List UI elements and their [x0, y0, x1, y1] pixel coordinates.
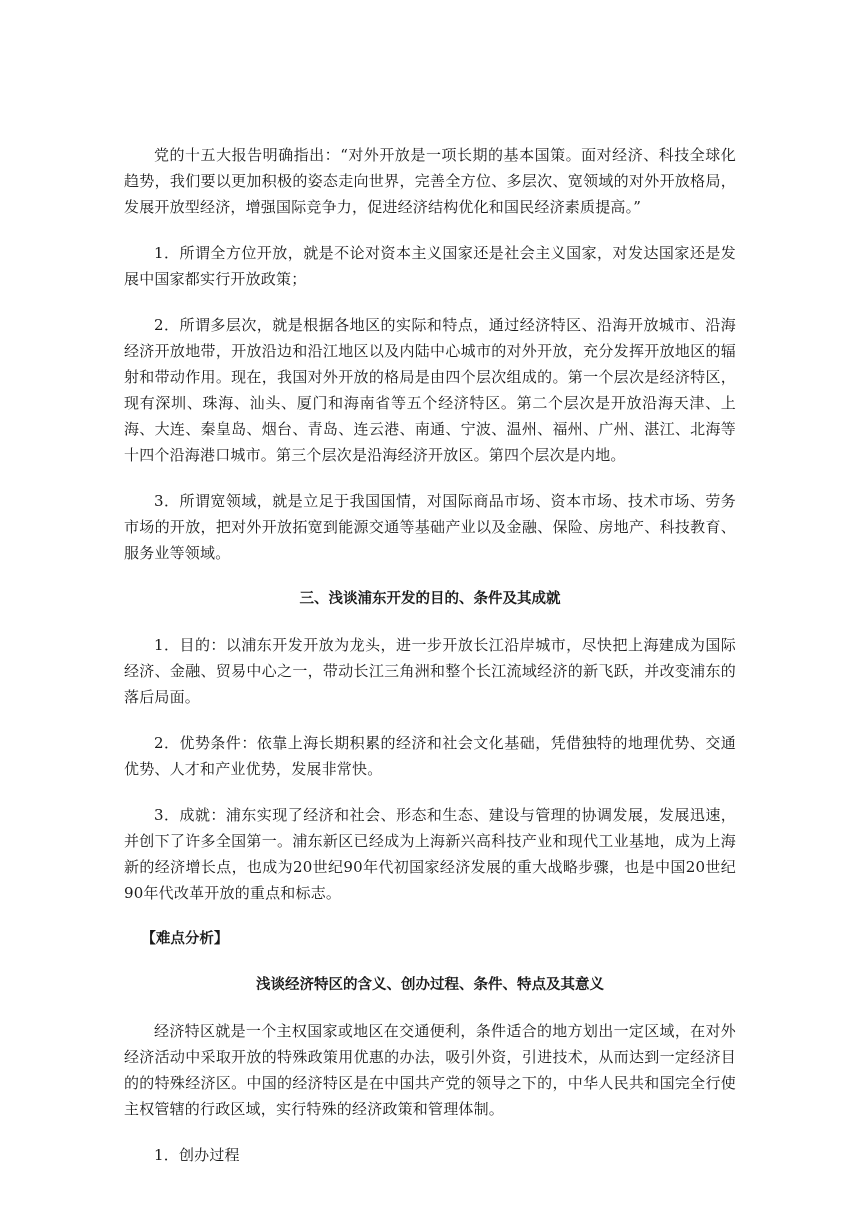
paragraph-gap [124, 612, 736, 632]
paragraph-gap [124, 220, 736, 240]
paragraph-pudong-purpose: 1．目的：以浦东开发开放为龙头，进一步开放长江沿岸城市，尽快把上海建成为国际经济、金融、贸易中心之一，带动长江三角洲和整个长江流域经济的新飞跃，并改变浦东的落后局面。 [124, 636, 736, 706]
paragraph-gap [124, 566, 736, 586]
difficulty-analysis-label: 【难点分析】 [141, 931, 229, 947]
section-heading-sez: 浅谈经济特区的含义、创办过程、条件、特点及其意义 [256, 977, 604, 993]
section-heading-pudong: 三、浅谈浦东开发的目的、条件及其成就 [299, 591, 561, 607]
paragraph-founding-process: 1．创办过程 [154, 1146, 240, 1164]
paragraph-multi-level: 2．所谓多层次，就是根据各地区的实际和特点，通过经济特区、沿海开放城市、沿海经济开放地带，开放沿边和沿江地区以及内陆中心城市的对外开放，充分发挥开放地区的辐射和带动作用。现在，我国对外开放的格局是由四个层次组成的。第一个层次是经济特区，现有深圳、珠海、汕头、厦门和海南省等五个经济特区。第二个层次是开放沿海天津、上海、大连、秦皇岛、烟台、青岛、连云港、南通、宁波、温州、福州、广州、湛江、北海等十四个沿海港口城市。第三个层次是沿海经济开放区。第四个层次是内地。 [124, 316, 736, 464]
paragraph-policy-quote: 党的十五大报告明确指出：“对外开放是一项长期的基本国策。面对经济、科技全球化趋势，我们要以更加积极的姿态走向世界，完善全方位、多层次、宽领域的对外开放格局，发展开放型经济，增强国际竞争力，促进经济结构优化和国民经济素质提高。” [124, 146, 736, 216]
paragraph-gap [124, 998, 736, 1018]
paragraph-gap [124, 710, 736, 730]
paragraph-gap [124, 782, 736, 802]
paragraph-gap [124, 906, 736, 926]
paragraph-sez-definition: 经济特区就是一个主权国家或地区在交通便利，条件适合的地方划出一定区域，在对外经济活动中采取开放的特殊政策用优惠的办法，吸引外资，引进技术，从而达到一定经济目的的特殊经济区。中国的经济特区是在中国共产党的领导之下的，中华人民共和国完全行使主权管辖的行政区域，实行特殊的经济政策和管理体制。 [124, 1022, 736, 1118]
paragraph-pudong-conditions: 2．优势条件：依靠上海长期积累的经济和社会文化基础，凭借独特的地理优势、交通优势、人才和产业优势，发展非常快。 [124, 734, 736, 778]
paragraph-wide-field: 3．所谓宽领域，就是立足于我国国情，对国际商品市场、资本市场、技术市场、劳务市场的开放，把对外开放拓宽到能源交通等基础产业以及金融、保险、房地产、科技教育、服务业等领域。 [124, 492, 736, 562]
paragraph-gap [124, 292, 736, 312]
document-body [124, 142, 736, 1168]
paragraph-gap [124, 952, 736, 972]
paragraph-all-directional: 1．所谓全方位开放，就是不论对资本主义国家还是社会主义国家，对发达国家还是发展中国家都实行开放政策； [124, 244, 736, 288]
paragraph-pudong-achievements: 3．成就：浦东实现了经济和社会、形态和生态、建设与管理的协调发展，发展迅速，并创下了许多全国第一。浦东新区已经成为上海新兴高科技产业和现代工业基地，成为上海新的经济增长点，也成为20世纪90年代初国家经济发展的重大战略步骤，也是中国20世纪90年代改革开放的重点和标志。 [124, 806, 736, 902]
paragraph-gap [124, 1122, 736, 1142]
paragraph-gap [124, 468, 736, 488]
